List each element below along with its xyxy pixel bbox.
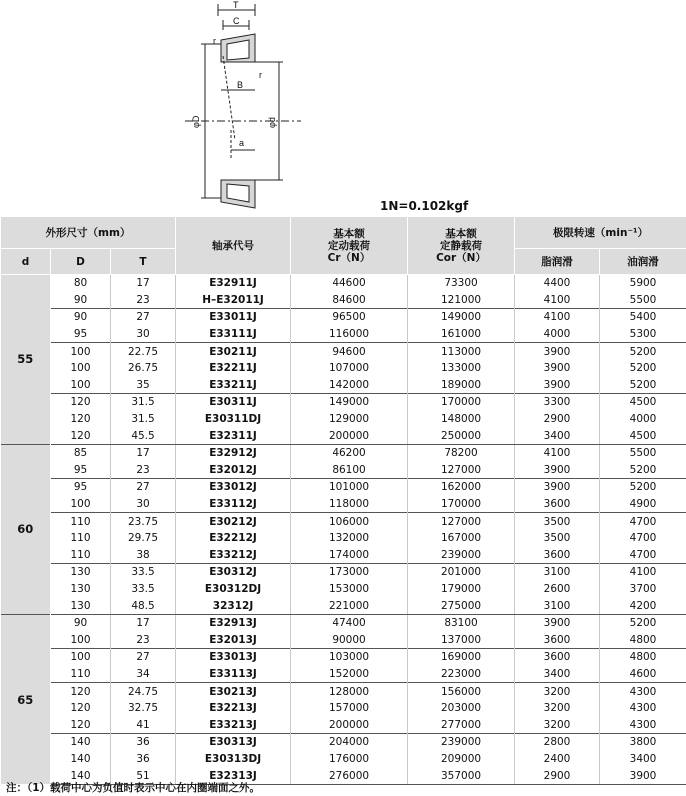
cor-cell: 133000 (408, 360, 515, 377)
label-d: φd (267, 117, 277, 128)
D-cell: 110 (51, 530, 111, 547)
label-B: B (237, 80, 244, 90)
cr-cell: 47400 (291, 614, 408, 631)
cor-cell: 277000 (408, 716, 515, 733)
model-cell: E33211J (176, 377, 291, 394)
T-cell: 29.75 (111, 530, 176, 547)
grease-speed-cell: 3600 (515, 496, 600, 513)
model-cell: E33113J (176, 666, 291, 683)
oil-speed-cell: 5200 (600, 479, 686, 496)
cor-cell: 203000 (408, 700, 515, 717)
T-cell: 26.75 (111, 360, 176, 377)
model-cell: E33111J (176, 326, 291, 343)
oil-speed-cell: 4300 (600, 716, 686, 733)
T-cell: 33.5 (111, 581, 176, 598)
oil-speed-cell: 5900 (600, 275, 686, 292)
T-cell: 24.75 (111, 683, 176, 700)
cor-cell: 170000 (408, 496, 515, 513)
model-cell: E30213J (176, 683, 291, 700)
model-cell: E30312DJ (176, 581, 291, 598)
label-D: φD (191, 115, 201, 128)
cor-cell: 167000 (408, 530, 515, 547)
table-row (1, 462, 686, 479)
T-cell: 35 (111, 377, 176, 394)
grease-header: 脂润滑 (515, 249, 600, 275)
cor-cell: 156000 (408, 683, 515, 700)
cor-cell: 201000 (408, 564, 515, 581)
D-cell: 130 (51, 581, 111, 598)
grease-speed-cell: 3200 (515, 683, 600, 700)
model-cell: E30311DJ (176, 411, 291, 428)
cor-cell: 121000 (408, 292, 515, 309)
oil-speed-cell: 4500 (600, 427, 686, 444)
table-row (1, 479, 686, 496)
cr-cell: 96500 (291, 309, 408, 326)
table-row (1, 716, 686, 733)
table-row (1, 275, 686, 292)
group-65 (1, 614, 686, 784)
cr-cell: 132000 (291, 530, 408, 547)
table-row (1, 496, 686, 513)
T-cell: 36 (111, 734, 176, 751)
table-row (1, 751, 686, 768)
D-cell: 110 (51, 513, 111, 530)
T-cell: 22.75 (111, 343, 176, 360)
grease-speed-cell: 3900 (515, 360, 600, 377)
oil-speed-cell: 3400 (600, 751, 686, 768)
grease-speed-cell: 4400 (515, 275, 600, 292)
D-cell: 100 (51, 377, 111, 394)
cr-cell: 174000 (291, 547, 408, 564)
grease-speed-cell: 3300 (515, 394, 600, 411)
table-row (1, 343, 686, 360)
grease-speed-cell: 3500 (515, 513, 600, 530)
grease-speed-cell: 4100 (515, 292, 600, 309)
model-cell: 32312J (176, 597, 291, 614)
grease-speed-cell: 2900 (515, 411, 600, 428)
cor-cell: 357000 (408, 767, 515, 784)
oil-speed-cell: 5200 (600, 343, 686, 360)
table-row (1, 427, 686, 444)
grease-speed-cell: 2900 (515, 767, 600, 784)
label-r-right: r (259, 70, 262, 80)
table-row (1, 683, 686, 700)
T-cell: 45.5 (111, 427, 176, 444)
D-cell: 110 (51, 666, 111, 683)
D-cell: 95 (51, 479, 111, 496)
table-row (1, 614, 686, 631)
oil-speed-cell: 5200 (600, 614, 686, 631)
grease-speed-cell: 3600 (515, 547, 600, 564)
model-cell: E33213J (176, 716, 291, 733)
cr-header: 基本额 定动载荷 Cr（N） (291, 217, 408, 275)
group-55 (1, 275, 686, 445)
D-cell: 120 (51, 394, 111, 411)
footnote: 注：（1）载荷中心为负值时表示中心在内圈端面之外。 (6, 782, 261, 794)
cr-cell: 153000 (291, 581, 408, 598)
D-cell: 95 (51, 462, 111, 479)
T-cell: 23 (111, 292, 176, 309)
T-cell: 31.5 (111, 394, 176, 411)
oil-header: 油润滑 (600, 249, 686, 275)
table-row (1, 394, 686, 411)
cor-cell: 73300 (408, 275, 515, 292)
grease-speed-cell: 2800 (515, 734, 600, 751)
model-cell: E30212J (176, 513, 291, 530)
grease-speed-cell: 3200 (515, 716, 600, 733)
D-cell: 130 (51, 597, 111, 614)
table-row (1, 513, 686, 530)
grease-speed-cell: 3200 (515, 700, 600, 717)
oil-speed-cell: 4800 (600, 631, 686, 648)
oil-speed-cell: 5500 (600, 444, 686, 461)
cr-cell: 94600 (291, 343, 408, 360)
model-cell: E32212J (176, 530, 291, 547)
model-cell: E33012J (176, 479, 291, 496)
bearing-spec-table (0, 216, 686, 785)
oil-speed-cell: 5200 (600, 360, 686, 377)
T-cell: 27 (111, 649, 176, 666)
D-cell: 90 (51, 614, 111, 631)
oil-speed-cell: 5200 (600, 462, 686, 479)
cor-cell: 78200 (408, 444, 515, 461)
bore-d-cell: 60 (1, 444, 51, 614)
table-row (1, 649, 686, 666)
D-cell: 140 (51, 767, 111, 784)
cr-cell: 116000 (291, 326, 408, 343)
model-cell: E32213J (176, 700, 291, 717)
T-cell: 38 (111, 547, 176, 564)
oil-speed-cell: 4200 (600, 597, 686, 614)
cr-cell: 84600 (291, 292, 408, 309)
cor-header: 基本额 定静载荷 Cor（N） (408, 217, 515, 275)
T-cell: 48.5 (111, 597, 176, 614)
oil-speed-cell: 4500 (600, 394, 686, 411)
cor-cell: 250000 (408, 427, 515, 444)
model-cell: E30312J (176, 564, 291, 581)
grease-speed-cell: 3900 (515, 462, 600, 479)
cr-cell: 176000 (291, 751, 408, 768)
model-cell: E30313J (176, 734, 291, 751)
cr-cell: 173000 (291, 564, 408, 581)
cor-cell: 223000 (408, 666, 515, 683)
cor-cell: 170000 (408, 394, 515, 411)
cor-cell: 162000 (408, 479, 515, 496)
model-cell: E32913J (176, 614, 291, 631)
D-cell: 120 (51, 700, 111, 717)
grease-speed-cell: 2400 (515, 751, 600, 768)
oil-speed-cell: 5400 (600, 309, 686, 326)
D-cell: 80 (51, 275, 111, 292)
cor-cell: 161000 (408, 326, 515, 343)
table-row (1, 309, 686, 326)
oil-speed-cell: 5500 (600, 292, 686, 309)
cr-cell: 221000 (291, 597, 408, 614)
label-C: C (233, 16, 240, 26)
model-cell: E30311J (176, 394, 291, 411)
label-T: T (233, 0, 239, 10)
grease-speed-cell: 3400 (515, 427, 600, 444)
D-cell: 95 (51, 326, 111, 343)
D-cell: 100 (51, 343, 111, 360)
T-cell: 17 (111, 275, 176, 292)
unit-note: 1N=0.102kgf (380, 199, 469, 213)
table-row (1, 547, 686, 564)
oil-speed-cell: 3800 (600, 734, 686, 751)
oil-speed-cell: 4900 (600, 496, 686, 513)
D-cell: 90 (51, 292, 111, 309)
oil-speed-cell: 3700 (600, 581, 686, 598)
T-cell: 17 (111, 444, 176, 461)
grease-speed-cell: 3900 (515, 479, 600, 496)
cr-cell: 149000 (291, 394, 408, 411)
cr-cell: 44600 (291, 275, 408, 292)
model-cell: E33112J (176, 496, 291, 513)
cr-cell: 103000 (291, 649, 408, 666)
table-row (1, 631, 686, 648)
D-cell: 140 (51, 751, 111, 768)
oil-speed-cell: 4800 (600, 649, 686, 666)
cor-cell: 179000 (408, 581, 515, 598)
grease-speed-cell: 3900 (515, 343, 600, 360)
bore-d-cell: 65 (1, 614, 51, 784)
table-row (1, 734, 686, 751)
label-a: a (239, 138, 245, 148)
cr-cell: 200000 (291, 427, 408, 444)
table-row (1, 581, 686, 598)
table-row (1, 360, 686, 377)
dims-header: 外形尺寸（mm） (1, 217, 176, 249)
T-cell: 36 (111, 751, 176, 768)
cor-cell: 239000 (408, 734, 515, 751)
cor-cell: 148000 (408, 411, 515, 428)
group-60 (1, 444, 686, 614)
D-cell: 100 (51, 496, 111, 513)
cr-cell: 142000 (291, 377, 408, 394)
T-cell: 27 (111, 479, 176, 496)
T-cell: 17 (111, 614, 176, 631)
D-cell: 110 (51, 547, 111, 564)
cr-cell: 128000 (291, 683, 408, 700)
oil-speed-cell: 4700 (600, 513, 686, 530)
T-cell: 23 (111, 631, 176, 648)
oil-speed-cell: 4300 (600, 683, 686, 700)
cr-cell: 107000 (291, 360, 408, 377)
oil-speed-cell: 4300 (600, 700, 686, 717)
cor-cell: 83100 (408, 614, 515, 631)
cr-cell: 86100 (291, 462, 408, 479)
D-cell: 100 (51, 631, 111, 648)
model-cell: E30313DJ (176, 751, 291, 768)
cr-cell: 152000 (291, 666, 408, 683)
T-cell: 51 (111, 767, 176, 784)
oil-speed-cell: 4100 (600, 564, 686, 581)
oil-speed-cell: 4000 (600, 411, 686, 428)
model-cell: E33212J (176, 547, 291, 564)
grease-speed-cell: 4000 (515, 326, 600, 343)
model-cell: E32013J (176, 631, 291, 648)
oil-speed-cell: 4700 (600, 530, 686, 547)
T-cell: 27 (111, 309, 176, 326)
cor-cell: 127000 (408, 513, 515, 530)
bore-d-cell: 55 (1, 275, 51, 445)
cor-cell: 275000 (408, 597, 515, 614)
cor-cell: 127000 (408, 462, 515, 479)
model-cell: H–E32011J (176, 292, 291, 309)
T-cell: 23 (111, 462, 176, 479)
grease-speed-cell: 3500 (515, 530, 600, 547)
T-cell: 31.5 (111, 411, 176, 428)
table-row (1, 700, 686, 717)
oil-speed-cell: 4600 (600, 666, 686, 683)
speed-header: 极限转速（min⁻¹） (515, 217, 686, 249)
cr-cell: 200000 (291, 716, 408, 733)
model-cell: E33013J (176, 649, 291, 666)
model-cell: E32911J (176, 275, 291, 292)
D-cell: 100 (51, 360, 111, 377)
D-cell: 140 (51, 734, 111, 751)
T-cell: 23.75 (111, 513, 176, 530)
cr-cell: 157000 (291, 700, 408, 717)
oil-speed-cell: 4700 (600, 547, 686, 564)
cor-cell: 239000 (408, 547, 515, 564)
D-cell: 120 (51, 683, 111, 700)
grease-speed-cell: 3100 (515, 564, 600, 581)
model-header: 轴承代号 (176, 217, 291, 275)
table-row (1, 444, 686, 461)
cr-cell: 129000 (291, 411, 408, 428)
T-cell: 30 (111, 326, 176, 343)
grease-speed-cell: 3600 (515, 631, 600, 648)
grease-speed-cell: 3600 (515, 649, 600, 666)
model-cell: E32211J (176, 360, 291, 377)
D-cell: 120 (51, 427, 111, 444)
table-row (1, 292, 686, 309)
model-cell: E33011J (176, 309, 291, 326)
grease-speed-cell: 3400 (515, 666, 600, 683)
cr-cell: 46200 (291, 444, 408, 461)
cr-cell: 101000 (291, 479, 408, 496)
T-cell: 41 (111, 716, 176, 733)
D-cell: 130 (51, 564, 111, 581)
bearing-diagram (183, 0, 303, 212)
grease-speed-cell: 3900 (515, 614, 600, 631)
table-row (1, 326, 686, 343)
T-cell: 32.75 (111, 700, 176, 717)
cor-cell: 169000 (408, 649, 515, 666)
T-cell: 30 (111, 496, 176, 513)
T-header: T (111, 249, 176, 275)
cor-cell: 189000 (408, 377, 515, 394)
table-row (1, 411, 686, 428)
D-cell: 90 (51, 309, 111, 326)
cr-cell: 106000 (291, 513, 408, 530)
grease-speed-cell: 4100 (515, 444, 600, 461)
cr-cell: 204000 (291, 734, 408, 751)
table-row (1, 597, 686, 614)
grease-speed-cell: 3900 (515, 377, 600, 394)
model-cell: E32012J (176, 462, 291, 479)
oil-speed-cell: 3900 (600, 767, 686, 784)
model-cell: E32912J (176, 444, 291, 461)
D-cell: 120 (51, 411, 111, 428)
cor-cell: 209000 (408, 751, 515, 768)
D-cell: 85 (51, 444, 111, 461)
d-header: d (1, 249, 51, 275)
cr-cell: 276000 (291, 767, 408, 784)
T-cell: 34 (111, 666, 176, 683)
cr-cell: 90000 (291, 631, 408, 648)
cor-cell: 137000 (408, 631, 515, 648)
D-header: D (51, 249, 111, 275)
cor-cell: 149000 (408, 309, 515, 326)
model-cell: E30211J (176, 343, 291, 360)
model-cell: E32313J (176, 767, 291, 784)
label-r-top: r (213, 36, 216, 46)
oil-speed-cell: 5300 (600, 326, 686, 343)
grease-speed-cell: 2600 (515, 581, 600, 598)
D-cell: 100 (51, 649, 111, 666)
T-cell: 33.5 (111, 564, 176, 581)
D-cell: 120 (51, 716, 111, 733)
table-row (1, 377, 686, 394)
model-cell: E32311J (176, 427, 291, 444)
grease-speed-cell: 4100 (515, 309, 600, 326)
table-row (1, 530, 686, 547)
cr-cell: 118000 (291, 496, 408, 513)
table-row (1, 666, 686, 683)
grease-speed-cell: 3100 (515, 597, 600, 614)
table-row (1, 564, 686, 581)
oil-speed-cell: 5200 (600, 377, 686, 394)
cor-cell: 113000 (408, 343, 515, 360)
